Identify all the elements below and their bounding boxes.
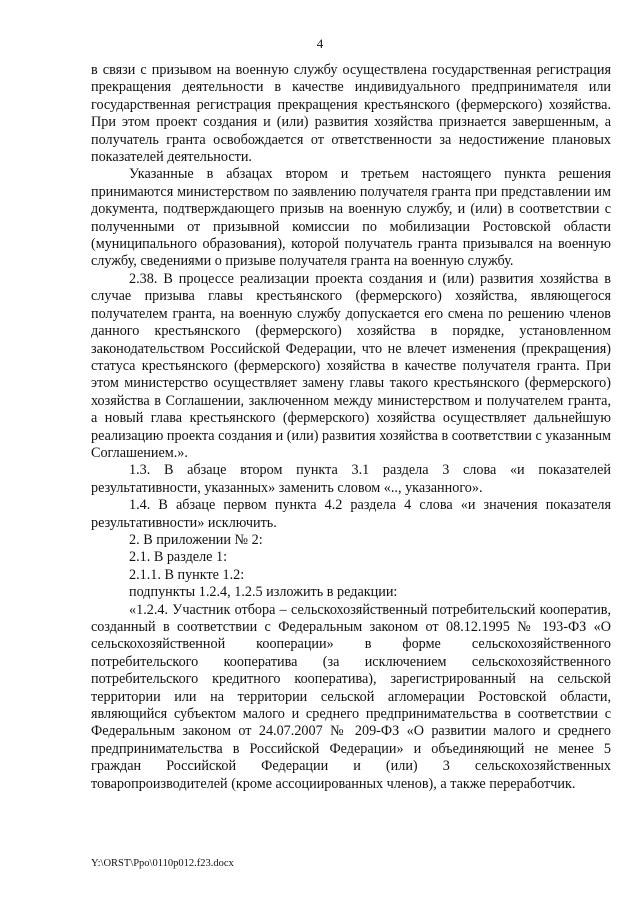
paragraph-1-2-4: «1.2.4. Участник отбора – сельскохозяйственный потребительский кооператив, созданный в соответствии с Федеральным законом от 08.12.1995 № 193-ФЗ «О сельскохозяйственной кооперации» в форме сельскохозяйственного потребительского кооператива (за исключением сельскохозяйственного потребительского кредитного кооператива), зарегистрированный на сельской территории или на территории сельской агломерации Ростовской области, являющийся субъектом малого и среднего предпринимательства в соответствии с Федеральным законом от 24.07.2007 № 209-ФЗ «О развитии малого и среднего предпринимательства в Российской Федерации» и объединяющий не менее 5 граждан Российской Федерации и (или) 3 сельскохозяйственных товаропроизводителей (кроме ассоциированных членов), а также переработчик. bbox=[91, 601, 611, 792]
document-body bbox=[91, 62, 611, 793]
paragraph-appendix-2: 2. В приложении № 2: bbox=[129, 531, 263, 548]
paragraph-decisions: Указанные в абзацах втором и третьем настоящего пункта решения принимаются министерством по заявлению получателя гранта при представлении им документа, подтверждающего призыв на военную службу, и (или) в соответствии с полученными от призывной комиссии по мобилизации Ростовской области (муниципального образования), которой получатель гранта призывался на военную службу, сведениями о призыве получателя гранта на военную службу. bbox=[91, 166, 611, 270]
paragraph-1-4: 1.4. В абзаце первом пункта 4.2 раздела 4 слова «и значения показателя результативности» исключить. bbox=[91, 497, 611, 531]
paragraph-1-3: 1.3. В абзаце втором пункта 3.1 раздела 3 слова «и показателей результативности, указанных» заменить словом «.., указанного». bbox=[91, 462, 611, 496]
paragraph-2-1-1: 2.1.1. В пункте 1.2: bbox=[129, 566, 245, 583]
paragraph-subitems: подпункты 1.2.4, 1.2.5 изложить в редакции: bbox=[129, 584, 398, 601]
paragraph-continuation: в связи с призывом на военную службу осуществлена государственная регистрация прекращения деятельности в качестве индивидуального предпринимателя или государственная регистрация прекращения крестьянского (фермерского) хозяйства. При этом проект создания и (или) развития хозяйства признается завершенным, а получатель гранта освобождается от ответственности за недостижение плановых показателей деятельности. bbox=[91, 62, 611, 166]
page-number: 4 bbox=[316, 36, 324, 51]
paragraph-2-38: 2.38. В процессе реализации проекта создания и (или) развития хозяйства в случае призыва главы крестьянского (фермерского) хозяйства, являющегося получателем гранта, на военную службу допускается его смена по решению членов данного крестьянского (фермерского) хозяйства в порядке, установленном законодательством Российской Федерации, что не влечет изменения (прекращения) статуса крестьянского (фермерского) хозяйства в качестве получателя гранта. При этом министерство осуществляет замену главы такого крестьянского (фермерского) хозяйства в Соглашении, заключенном между министерством и получателем гранта, а новый глава крестьянского (фермерского) хозяйства осуществляет дальнейшую реализацию проекта создания и (или) развития хозяйства в соответствии с указанным Соглашением.». bbox=[91, 270, 611, 461]
paragraph-2-1: 2.1. В разделе 1: bbox=[129, 549, 228, 566]
footer-file-path: Y:\ORST\Ppo\0110p012.f23.docx bbox=[91, 858, 234, 869]
